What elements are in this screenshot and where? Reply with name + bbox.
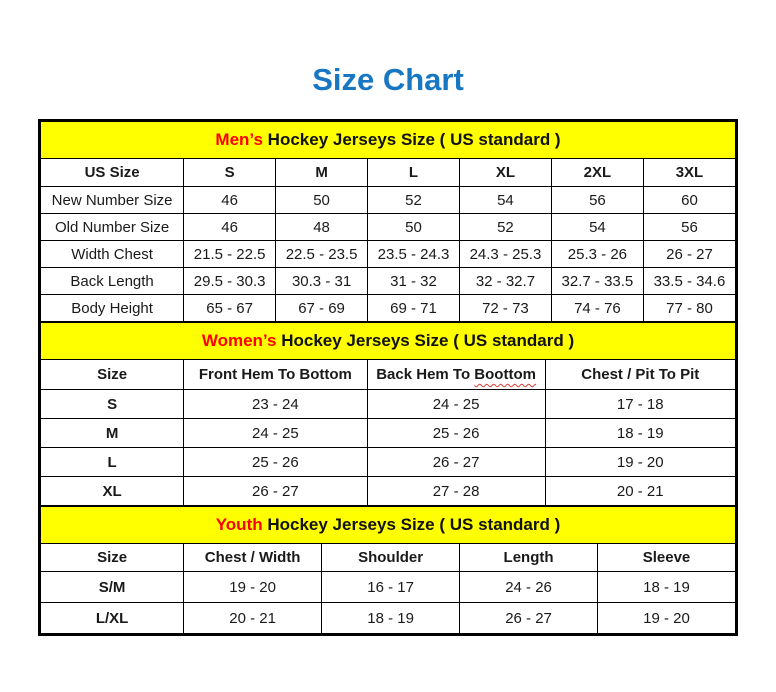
table-row: [41, 603, 736, 634]
table-row: [41, 241, 736, 268]
womens-size-label: L: [41, 448, 184, 477]
mens-row-label: Back Length: [41, 268, 184, 295]
womens-value-cell: 26 - 27: [367, 448, 545, 477]
womens-size-label: M: [41, 419, 184, 448]
table-row: [41, 187, 736, 214]
mens-value-cell: 50: [368, 214, 460, 241]
mens-value-cell: 60: [643, 187, 735, 214]
mens-row-label: Body Height: [41, 295, 184, 322]
womens-header-size: Size: [41, 360, 184, 390]
youth-header-size: Size: [41, 544, 184, 572]
womens-column-header-row: [41, 360, 736, 390]
mens-label-rest: Hockey Jerseys Size ( US standard ): [262, 130, 561, 149]
youth-value-cell: 18 - 19: [598, 572, 736, 603]
back-hem-misspelled-word: Boottom: [474, 366, 536, 383]
womens-value-cell: 24 - 25: [184, 419, 367, 448]
mens-value-cell: 21.5 - 22.5: [184, 241, 276, 268]
mens-header-3xl: 3XL: [643, 159, 735, 187]
youth-column-header-row: [41, 544, 736, 572]
table-row: [41, 477, 736, 506]
mens-header-us-size: US Size: [41, 159, 184, 187]
mens-value-cell: 77 - 80: [643, 295, 735, 322]
mens-value-cell: 46: [184, 214, 276, 241]
mens-value-cell: 52: [368, 187, 460, 214]
mens-row-label: Old Number Size: [41, 214, 184, 241]
mens-value-cell: 54: [459, 187, 551, 214]
table-row: [41, 448, 736, 477]
mens-value-cell: 32.7 - 33.5: [551, 268, 643, 295]
table-row: [41, 390, 736, 419]
youth-header-length: Length: [460, 544, 598, 572]
womens-value-cell: 27 - 28: [367, 477, 545, 506]
youth-label-rest: Hockey Jerseys Size ( US standard ): [262, 515, 561, 534]
mens-value-cell: 56: [551, 187, 643, 214]
mens-value-cell: 26 - 27: [643, 241, 735, 268]
womens-section-title: [41, 323, 736, 360]
womens-section-header-row: [41, 323, 736, 360]
youth-value-cell: 18 - 19: [322, 603, 460, 634]
mens-value-cell: 72 - 73: [459, 295, 551, 322]
mens-value-cell: 50: [276, 187, 368, 214]
mens-value-cell: 24.3 - 25.3: [459, 241, 551, 268]
mens-value-cell: 54: [551, 214, 643, 241]
youth-value-cell: 19 - 20: [184, 572, 322, 603]
mens-section-title: [41, 122, 736, 159]
youth-size-label: L/XL: [41, 603, 184, 634]
womens-value-cell: 24 - 25: [367, 390, 545, 419]
youth-header-sleeve: Sleeve: [598, 544, 736, 572]
womens-header-back-hem: [367, 360, 545, 390]
womens-value-cell: 25 - 26: [367, 419, 545, 448]
mens-column-header-row: [41, 159, 736, 187]
page-title: Size Chart: [312, 62, 464, 97]
mens-label-highlight: Men’s: [215, 130, 263, 149]
youth-size-table: [40, 506, 736, 634]
mens-value-cell: 32 - 32.7: [459, 268, 551, 295]
youth-value-cell: 16 - 17: [322, 572, 460, 603]
youth-header-shoulder: Shoulder: [322, 544, 460, 572]
table-row: [41, 214, 736, 241]
womens-value-cell: 23 - 24: [184, 390, 367, 419]
mens-value-cell: 25.3 - 26: [551, 241, 643, 268]
womens-size-label: S: [41, 390, 184, 419]
mens-value-cell: 67 - 69: [276, 295, 368, 322]
mens-value-cell: 46: [184, 187, 276, 214]
womens-label-rest: Hockey Jerseys Size ( US standard ): [276, 331, 575, 350]
youth-size-label: S/M: [41, 572, 184, 603]
womens-size-label: XL: [41, 477, 184, 506]
womens-size-table: [40, 322, 736, 506]
mens-header-xl: XL: [459, 159, 551, 187]
mens-value-cell: 74 - 76: [551, 295, 643, 322]
womens-header-front-hem: Front Hem To Bottom: [184, 360, 367, 390]
mens-header-2xl: 2XL: [551, 159, 643, 187]
womens-value-cell: 26 - 27: [184, 477, 367, 506]
table-row: [41, 572, 736, 603]
table-row: [41, 295, 736, 322]
womens-header-chest: Chest / Pit To Pit: [545, 360, 735, 390]
youth-value-cell: 20 - 21: [184, 603, 322, 634]
womens-value-cell: 19 - 20: [545, 448, 735, 477]
mens-header-s: S: [184, 159, 276, 187]
mens-value-cell: 33.5 - 34.6: [643, 268, 735, 295]
mens-size-table: [40, 121, 736, 322]
womens-value-cell: 18 - 19: [545, 419, 735, 448]
womens-label-highlight: Women’s: [201, 331, 277, 350]
mens-row-label: New Number Size: [41, 187, 184, 214]
womens-value-cell: 17 - 18: [545, 390, 735, 419]
mens-value-cell: 48: [276, 214, 368, 241]
womens-value-cell: 25 - 26: [184, 448, 367, 477]
mens-value-cell: 52: [459, 214, 551, 241]
mens-value-cell: 30.3 - 31: [276, 268, 368, 295]
mens-value-cell: 22.5 - 23.5: [276, 241, 368, 268]
youth-value-cell: 24 - 26: [460, 572, 598, 603]
womens-value-cell: 20 - 21: [545, 477, 735, 506]
youth-value-cell: 19 - 20: [598, 603, 736, 634]
mens-value-cell: 31 - 32: [368, 268, 460, 295]
youth-section-header-row: [41, 507, 736, 544]
mens-row-label: Width Chest: [41, 241, 184, 268]
youth-label-highlight: Youth: [215, 515, 263, 534]
table-row: [41, 268, 736, 295]
mens-header-m: M: [276, 159, 368, 187]
back-hem-prefix: Back Hem To: [376, 366, 475, 383]
mens-value-cell: 29.5 - 30.3: [184, 268, 276, 295]
youth-section-title: [41, 507, 736, 544]
table-row: [41, 419, 736, 448]
mens-value-cell: 65 - 67: [184, 295, 276, 322]
mens-value-cell: 56: [643, 214, 735, 241]
youth-value-cell: 26 - 27: [460, 603, 598, 634]
mens-header-l: L: [368, 159, 460, 187]
size-chart-table: [38, 119, 738, 636]
mens-section-header-row: [41, 122, 736, 159]
youth-header-chest-width: Chest / Width: [184, 544, 322, 572]
mens-value-cell: 69 - 71: [368, 295, 460, 322]
mens-value-cell: 23.5 - 24.3: [368, 241, 460, 268]
